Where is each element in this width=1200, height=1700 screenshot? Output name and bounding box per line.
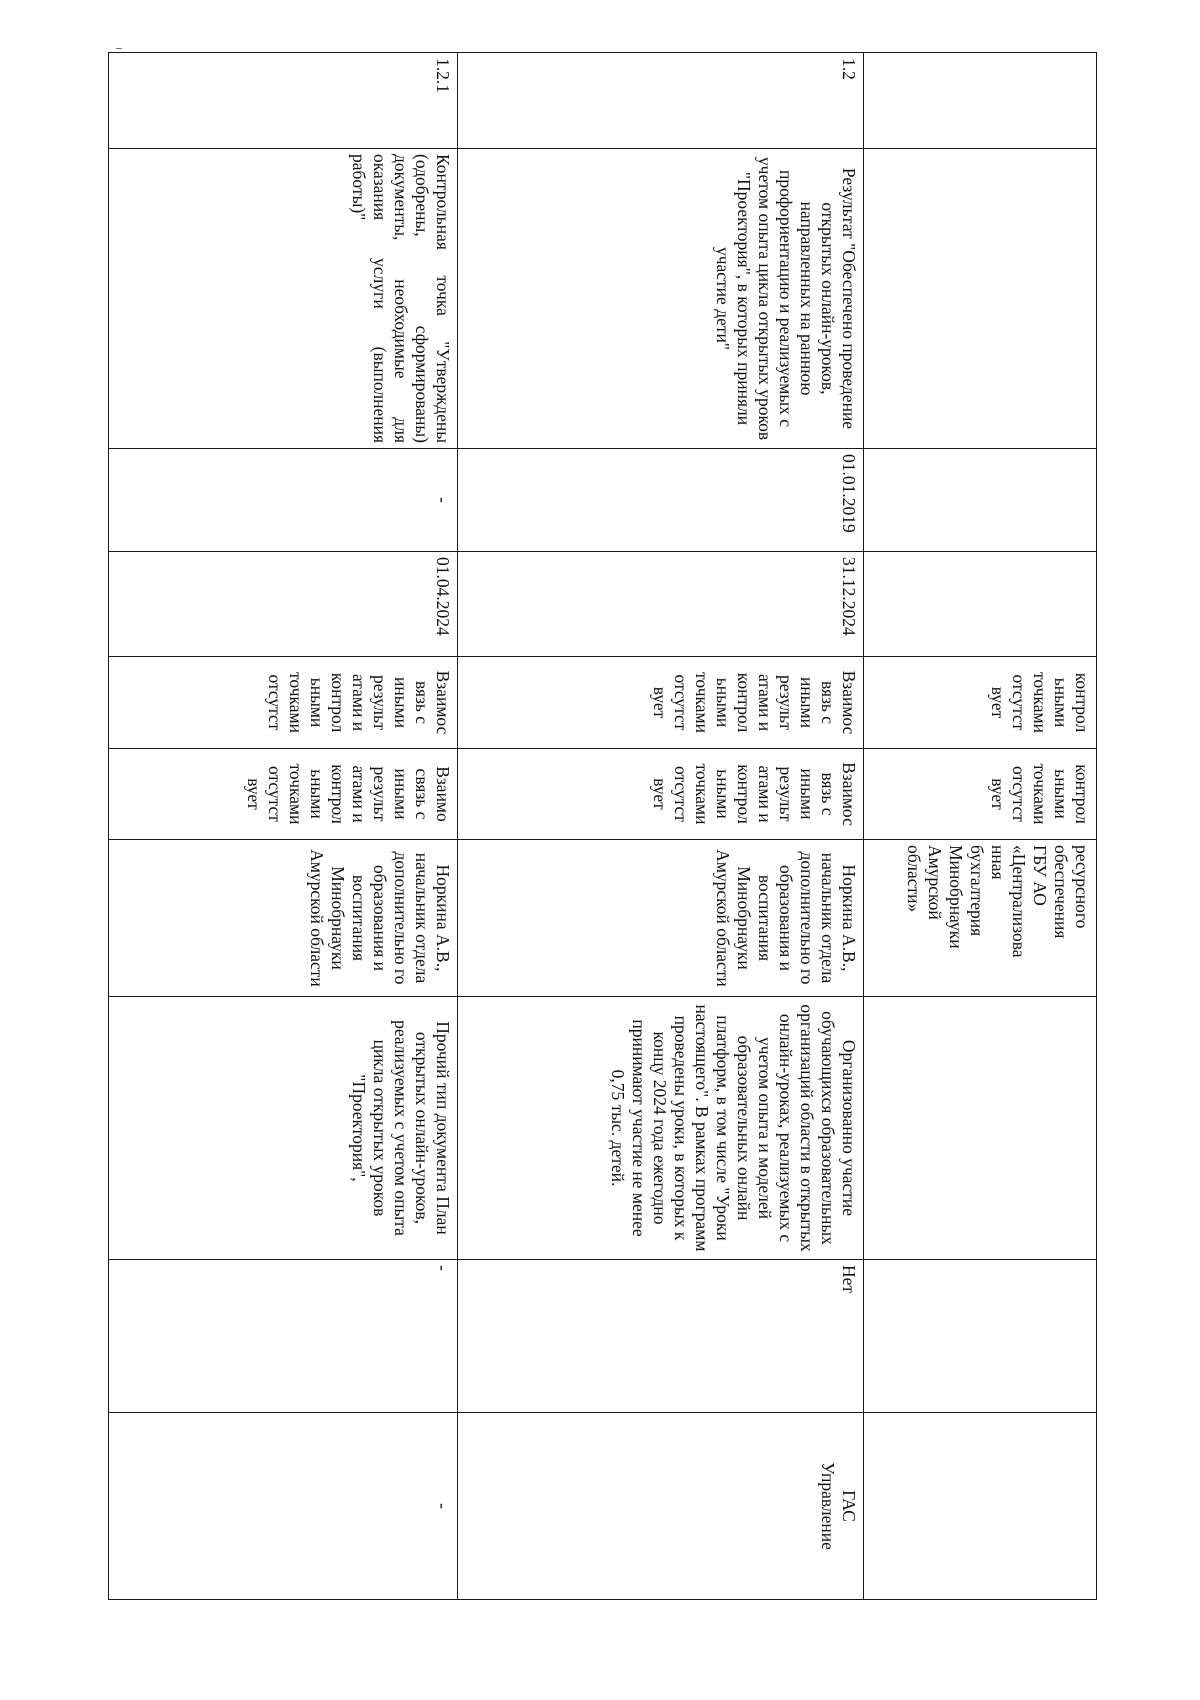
row-successors: Взаимо связь с иными результ атами и контрол ьными точками отсутст вует [109, 749, 458, 840]
plan-table [108, 52, 1097, 1600]
row-responsible: ресурсного обеспечения ГБУ АО «Централизова нная бухгалтерия Минобрнауки Амурской области» [864, 840, 1097, 997]
row-predecessors: контрол ьными точками отсутст вует [864, 657, 1097, 749]
rotated-page [109, 52, 1097, 1599]
row-name [864, 149, 1097, 449]
row-name: Контрольная точка "Утверждены (одобрены, сформированы) документы, необходимые для оказания услуги (выполнения работы)" [109, 149, 458, 449]
row-name: Результат "Обеспечено проведение открытых онлайн-уроков, направленных на раннюю профориентацию и реализуемых с учетом опыта цикла открытых уроков "Проектория", в которых приняли участие дети" [458, 149, 864, 449]
row-result: Организованно участие обучающихся образовательных организаций области в открытых онлайн-уроках, реализуемых с учетом опыта и моделей образовательных онлайн платформ, в том числе "Уроки настоящего". В рамках программ проведены уроки, в которых к концу 2024 года ежегодно принимают участие не менее 0,75 тыс. детей. [458, 997, 864, 1260]
row-management [864, 1413, 1097, 1600]
row-predecessors: Взаимос вязь с иными результ атами и контрол ьными точками отсутст [109, 657, 458, 749]
row-result [864, 997, 1097, 1260]
row-gas-flag: Нет [458, 1260, 864, 1413]
table-row [864, 53, 1097, 1600]
row-responsible: Норкина А.В., начальник отдела дополнительно го образования и воспитания Минобрнауки Амурской области [458, 840, 864, 997]
table-row [109, 53, 458, 1600]
row-start-date [864, 449, 1097, 552]
row-predecessors: Взаимос вязь с иными результ атами и контрол ьными точками отсутст вует [458, 657, 864, 749]
row-gas-flag: - [109, 1260, 458, 1413]
page-mark [116, 48, 122, 49]
row-number: 1.2.1 [109, 53, 458, 149]
row-responsible: Норкина А.В., начальник отдела дополнительно го образования и воспитания Минобрнауки Амурской области [109, 840, 458, 997]
row-successors: контрол ьными точками отсутст вует [864, 749, 1097, 840]
row-end-date: 01.04.2024 [109, 552, 458, 657]
row-number [864, 53, 1097, 149]
row-management: ГАС Управление [458, 1413, 864, 1600]
row-management: - [109, 1413, 458, 1600]
row-successors: Взаимос вязь с иными результ атами и контрол ьными точками отсутст вует [458, 749, 864, 840]
row-start-date: - [109, 449, 458, 552]
table-row [458, 53, 864, 1600]
row-start-date: 01.01.2019 [458, 449, 864, 552]
row-number: 1.2 [458, 53, 864, 149]
row-gas-flag [864, 1260, 1097, 1413]
row-end-date: 31.12.2024 [458, 552, 864, 657]
row-result: Прочий тип документа План открытых онлайн-уроков, реализуемых с учетом опыта цикла открытых уроков "Проектория", [109, 997, 458, 1260]
row-end-date [864, 552, 1097, 657]
